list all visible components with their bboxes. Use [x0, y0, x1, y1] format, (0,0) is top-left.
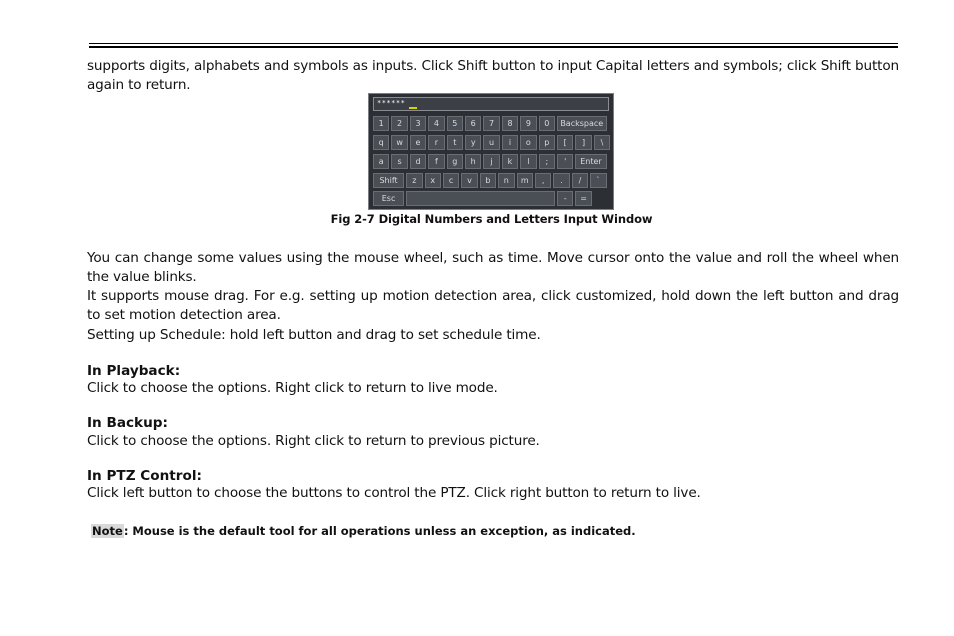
key-2[interactable]: 2 [391, 116, 407, 131]
note-label: Note [92, 524, 123, 538]
key-e[interactable]: e [410, 135, 426, 150]
heading-playback: In Playback: [87, 363, 181, 379]
key-4[interactable]: 4 [428, 116, 444, 131]
key-j[interactable]: j [483, 154, 499, 169]
text-backup: Click to choose the options. Right click to return to previous picture. [87, 433, 540, 449]
key-y[interactable]: y [465, 135, 481, 150]
key-9[interactable]: 9 [520, 116, 536, 131]
key-symbol[interactable]: / [572, 173, 588, 188]
key-5[interactable]: 5 [447, 116, 463, 131]
key-enter[interactable]: Enter [575, 154, 606, 169]
key-esc[interactable]: Esc [373, 191, 404, 206]
key-m[interactable]: m [517, 173, 533, 188]
key-symbol[interactable]: - [557, 191, 573, 206]
figure-caption: Fig 2-7 Digital Numbers and Letters Input Window [330, 212, 653, 226]
note-text: : Mouse is the default tool for all operations unless an exception, as indicated. [123, 524, 636, 538]
key-3[interactable]: 3 [410, 116, 426, 131]
heading-backup: In Backup: [87, 415, 168, 431]
key-backspace[interactable]: Backspace [557, 116, 607, 131]
key-p[interactable]: p [539, 135, 555, 150]
key-symbol[interactable]: ` [590, 173, 606, 188]
key-b[interactable]: b [480, 173, 496, 188]
key-8[interactable]: 8 [502, 116, 518, 131]
key-q[interactable]: q [373, 135, 389, 150]
key-symbol[interactable]: ] [575, 135, 591, 150]
key-symbol[interactable]: . [553, 173, 569, 188]
paragraph-schedule: Setting up Schedule: hold left button and drag to set schedule time. [87, 327, 541, 343]
key-h[interactable]: h [465, 154, 481, 169]
key-symbol[interactable]: , [535, 173, 551, 188]
key-g[interactable]: g [447, 154, 463, 169]
text-ptz-control: Click left button to choose the buttons to control the PTZ. Click right button to return to live. [87, 485, 701, 501]
virtual-keyboard-window [368, 93, 614, 210]
key-6[interactable]: 6 [465, 116, 481, 131]
key-1[interactable]: 1 [373, 116, 389, 131]
key-s[interactable]: s [391, 154, 407, 169]
key-symbol[interactable]: = [575, 191, 591, 206]
keyboard-input-field[interactable]: ****** [373, 97, 609, 111]
heading-ptz-control: In PTZ Control: [87, 468, 202, 484]
key-x[interactable]: x [425, 173, 441, 188]
note [91, 523, 636, 539]
header-rule [89, 43, 898, 44]
paragraph-mouse-drag: It supports mouse drag. For e.g. setting up motion detection area, click customized, hold down the left button and drag to set motion detection area. [87, 288, 899, 323]
key-c[interactable]: c [443, 173, 459, 188]
header-rule-thick [89, 46, 898, 48]
key-f[interactable]: f [428, 154, 444, 169]
key-t[interactable]: t [447, 135, 463, 150]
key-0[interactable]: 0 [539, 116, 555, 131]
key-symbol[interactable]: [ [557, 135, 573, 150]
paragraph-mouse-wheel: You can change some values using the mouse wheel, such as time. Move cursor onto the value and roll the wheel when the value blinks. [87, 250, 899, 285]
key-symbol[interactable]: ' [557, 154, 573, 169]
key-n[interactable]: n [498, 173, 514, 188]
text-playback: Click to choose the options. Right click to return to live mode. [87, 380, 498, 396]
key-r[interactable]: r [428, 135, 444, 150]
key-7[interactable]: 7 [483, 116, 499, 131]
key-shift[interactable]: Shift [373, 173, 404, 188]
key-k[interactable]: k [502, 154, 518, 169]
key-o[interactable]: o [520, 135, 536, 150]
key-symbol[interactable]: \ [594, 135, 610, 150]
key-d[interactable]: d [410, 154, 426, 169]
key-v[interactable]: v [461, 173, 477, 188]
key-space[interactable] [406, 191, 555, 206]
input-cursor [409, 107, 417, 109]
key-z[interactable]: z [406, 173, 422, 188]
key-w[interactable]: w [391, 135, 407, 150]
key-i[interactable]: i [502, 135, 518, 150]
key-a[interactable]: a [373, 154, 389, 169]
intro-paragraph: supports digits, alphabets and symbols as inputs. Click Shift button to input Capital letters and symbols; click Shift button again to return. [87, 58, 899, 93]
key-symbol[interactable]: ; [539, 154, 555, 169]
key-u[interactable]: u [483, 135, 499, 150]
key-l[interactable]: l [520, 154, 536, 169]
